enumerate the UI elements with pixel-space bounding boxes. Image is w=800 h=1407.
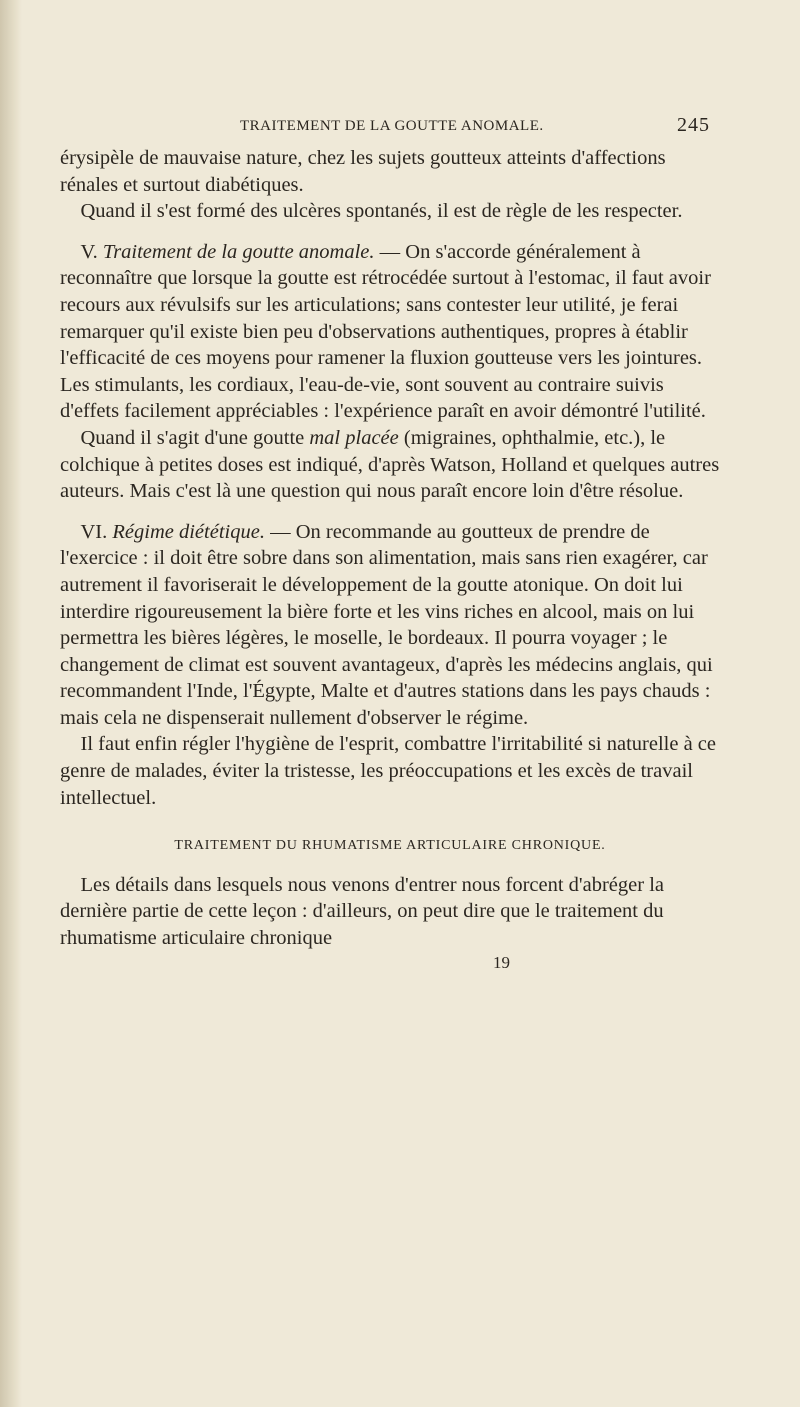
- page-gutter-shadow: [0, 0, 22, 1407]
- section-title: Traitement de la goutte anomale.: [102, 240, 375, 263]
- page-number: 245: [677, 114, 710, 136]
- paragraph-section-vi: VI. Régime diététique. — On recommande au goutteux de prendre de l'exercice : il doit être sobre dans son alimentation, mais sans rien exagérer, car autrement il favoriserait le développement de la goutte atonique. On doit lui interdire rigoureusement la bière forte et les vins riches en alcool, mais on lui permettra les bières légères, le moselle, le bordeaux. Il pourra voyager ; le changement de climat est souvent avantageux, d'après les médecins anglais, qui recommandent l'Inde, l'Égypte, Malte et d'autres stations dans les pays chauds : mais cela ne dispenserait nullement d'observer le régime.: [60, 520, 713, 729]
- paragraph: Les détails dans lesquels nous venons d'entrer nous forcent d'abréger la dernière partie de cette leçon : d'ailleurs, on peut dire que le traitement du rhumatisme articulaire chronique: [60, 873, 664, 950]
- section-heading: TRAITEMENT DU RHUMATISME ARTICULAIRE CHRONIQUE.: [174, 838, 606, 854]
- paragraph: érysipèle de mauvaise nature, chez les sujets goutteux atteints d'affections rénales et surtout diabétiques.: [60, 147, 666, 196]
- emphasis: mal placée: [309, 426, 399, 449]
- running-head: TRAITEMENT DE LA GOUTTE ANOMALE.: [240, 118, 544, 134]
- section-title: Régime diététique.: [112, 520, 265, 543]
- paragraph: Quand il s'agit d'une goutte mal placée (migraines, ophthalmie, etc.), le colchique à petites doses est indiqué, d'après Watson, Holland et quelques autres auteurs. Mais c'est là une question qui nous paraît encore loin d'être résolue.: [60, 426, 720, 503]
- paragraph: Il faut enfin régler l'hygiène de l'esprit, combattre l'irritabilité si naturelle à ce genre de malades, éviter la tristesse, les préoccupations et les excès de travail intellectuel.: [60, 733, 716, 809]
- section-number: V.: [80, 240, 98, 263]
- signature-mark: 19: [493, 952, 510, 972]
- page-body: [60, 145, 720, 974]
- paragraph: Quand il s'est formé des ulcères spontanés, il est de règle de les respecter.: [80, 200, 683, 223]
- paragraph-section-v: V. Traitement de la goutte anomale. — On s'accorde généralement à reconnaître que lorsque la goutte est rétrocédée surtout à l'estomac, il faut avoir recours aux révulsifs sur les articulations; sans contester leur utilité, je ferai remarquer qu'il existe bien peu d'observations authentiques, propres à établir l'efficacité de ces moyens pour ramener la fluxion goutteuse vers les jointures. Les stimulants, les cordiaux, l'eau-de-vie, sont souvent au contraire suivis d'effets facilement appréciables : l'expérience paraît en avoir démontré l'utilité.: [60, 240, 711, 423]
- section-number: VI.: [80, 520, 108, 543]
